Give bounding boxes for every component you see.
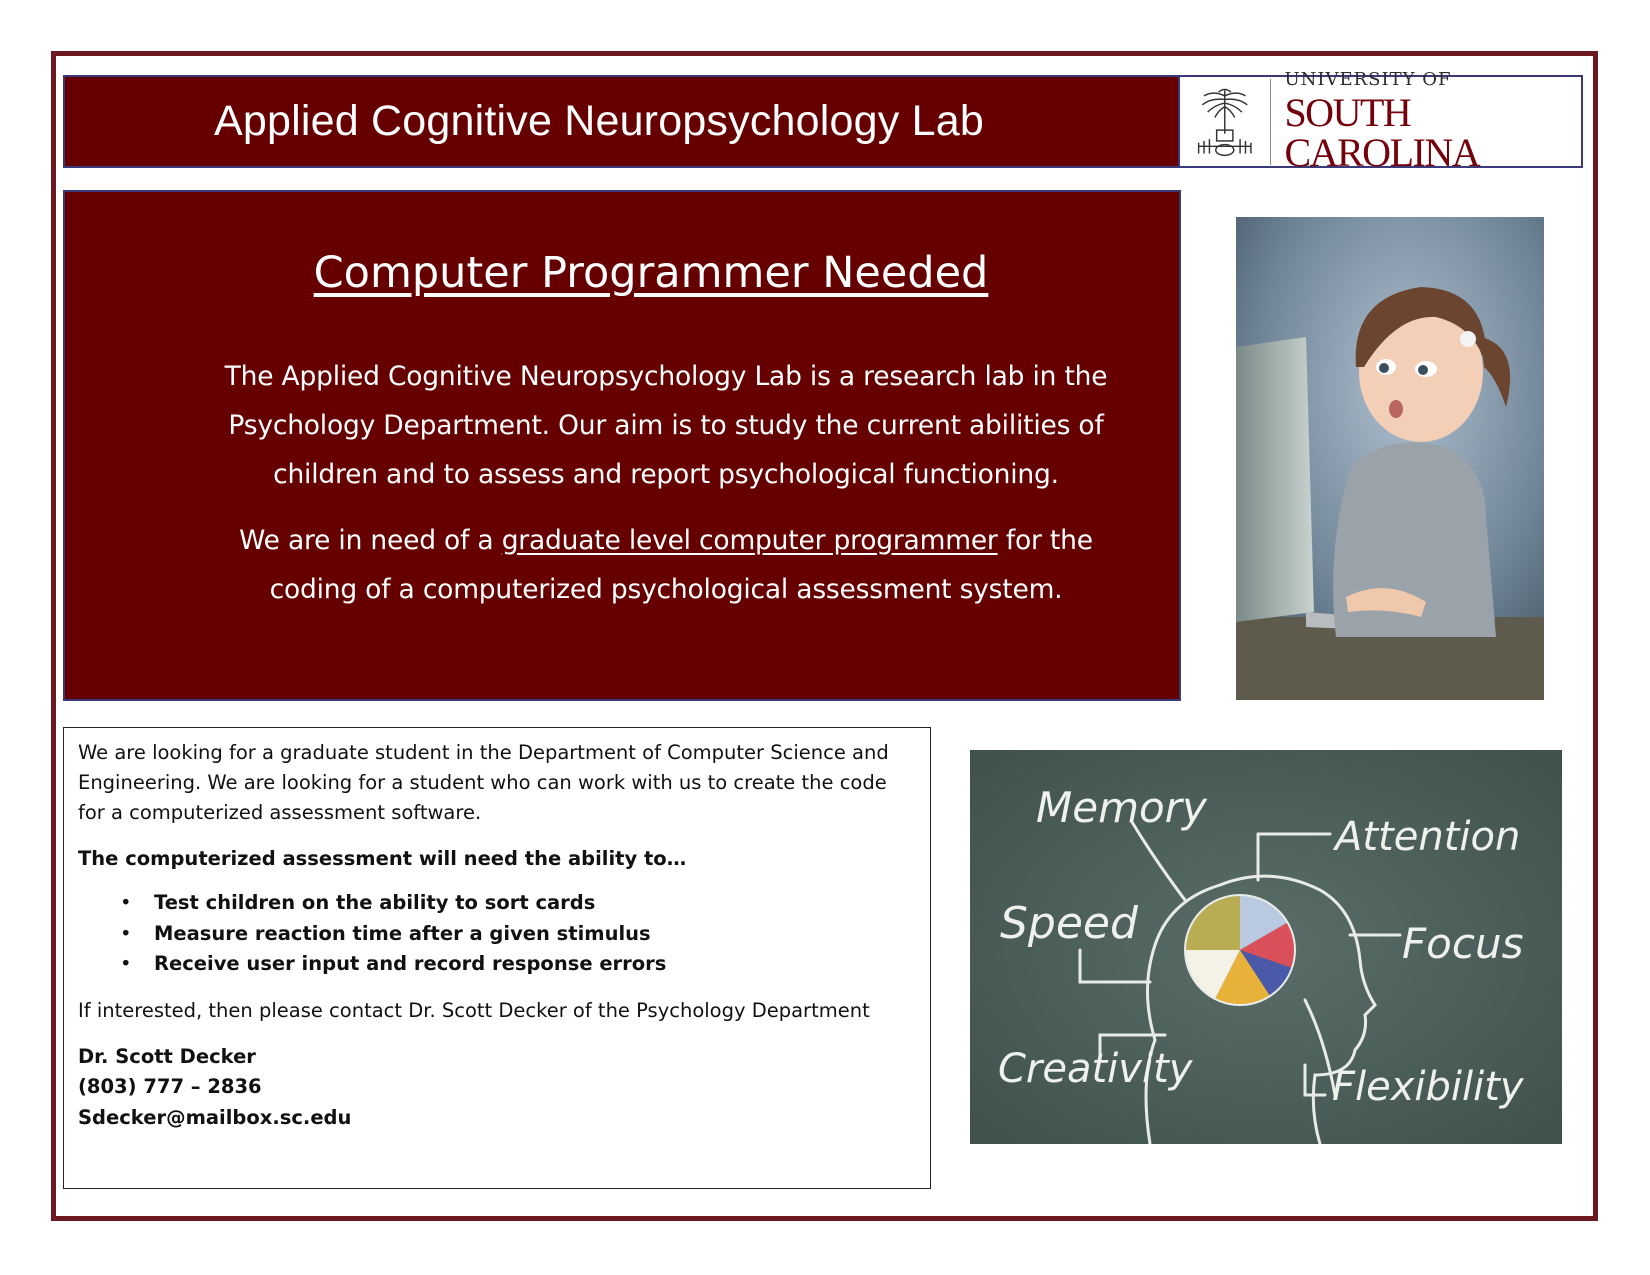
- child-at-laptop-image: [1236, 217, 1544, 700]
- list-item: • Measure reaction time after a given stimulus: [126, 919, 916, 950]
- university-logo: [1180, 68, 1583, 175]
- paragraph2-link: graduate level computer programmer: [501, 524, 998, 556]
- chalk-label-attention: Attention: [1335, 814, 1521, 860]
- paragraph2-post: for the coding of a computerized psychological assessment system.: [269, 524, 1093, 605]
- header-banner: [63, 75, 1180, 168]
- ability-list: [78, 888, 916, 980]
- logo-bottom-text: SOUTH CAROLINA: [1284, 89, 1480, 175]
- logo-top-text: UNIVERSITY OF: [1284, 68, 1452, 90]
- ability-heading: The computerized assessment will need the ability to…: [78, 847, 687, 870]
- main-announcement: [63, 190, 1181, 701]
- main-paragraph-1: The Applied Cognitive Neuropsychology Lab is a research lab in the Psychology Department. Our aim is to study the current abilities of children and to assess and report psychological functioning.: [224, 360, 1108, 490]
- header-title: Applied Cognitive Neuropsychology Lab: [214, 97, 984, 145]
- contact-block: [78, 1042, 916, 1134]
- intro-text: We are looking for a graduate student in the Department of Computer Science and Engineering. We are looking for a student who can work with us to create the code for a computerized assessment software.: [78, 741, 889, 824]
- chalk-label-memory: Memory: [1036, 783, 1207, 832]
- details-box: [63, 727, 931, 1189]
- contact-phone: (803) 777 – 2836: [78, 1075, 262, 1098]
- paragraph2-pre: We are in need of a: [239, 524, 502, 556]
- chalk-label-speed: Speed: [1000, 898, 1138, 949]
- main-title: Computer Programmer Needed: [313, 248, 989, 298]
- contact-name: Dr. Scott Decker: [78, 1044, 256, 1068]
- chalk-label-creativity: Creativity: [998, 1046, 1193, 1092]
- cognitive-chalkboard-image: [970, 750, 1562, 1144]
- contact-email: Sdecker@mailbox.sc.edu: [78, 1105, 352, 1129]
- palmetto-seal-icon: [1186, 79, 1264, 165]
- list-item: • Receive user input and record response errors: [126, 949, 916, 980]
- chalk-label-flexibility: Flexibility: [1332, 1064, 1524, 1110]
- main-paragraph-2: [210, 516, 1122, 614]
- list-item: • Test children on the ability to sort cards: [126, 888, 916, 919]
- logo-divider: [1270, 79, 1271, 165]
- contact-text: If interested, then please contact Dr. Scott Decker of the Psychology Department: [78, 998, 870, 1022]
- chalk-label-focus: Focus: [1402, 919, 1524, 968]
